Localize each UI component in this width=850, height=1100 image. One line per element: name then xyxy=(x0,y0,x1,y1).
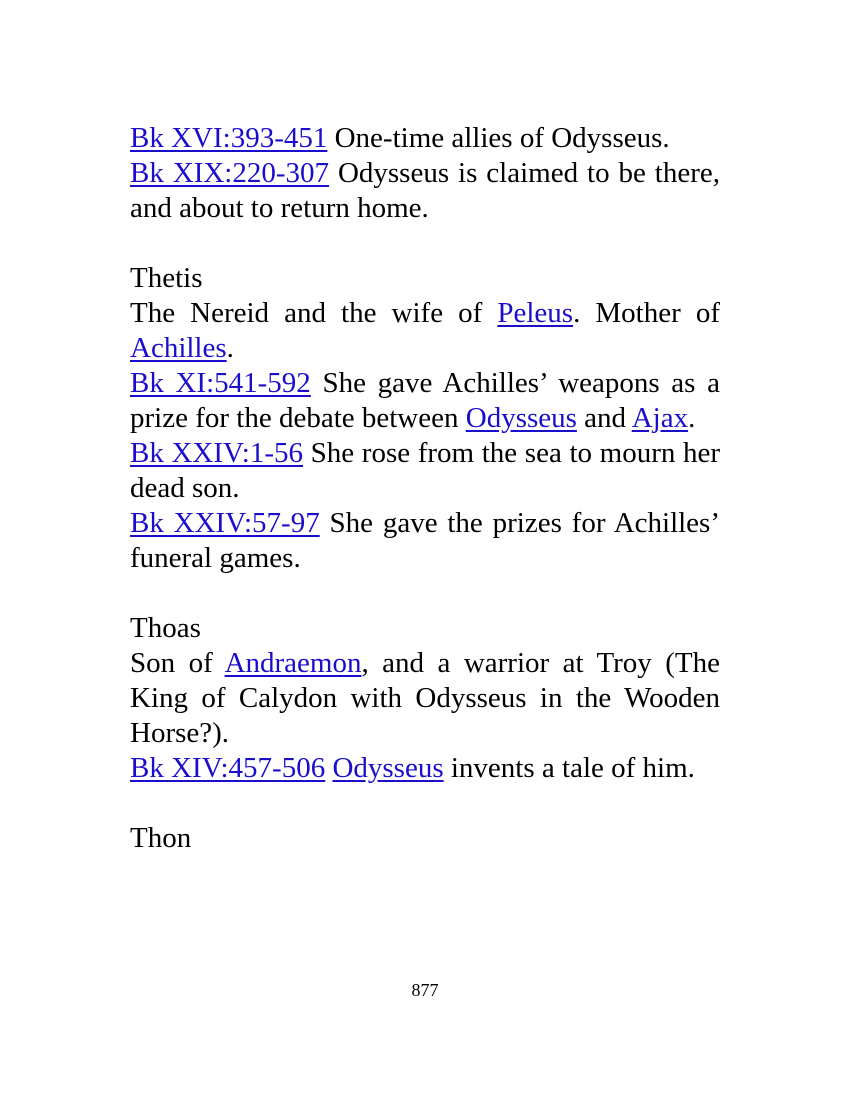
person-link-ajax[interactable]: Ajax xyxy=(631,402,689,434)
reference-text: She gave the prizes for Achilles’ funeral games. xyxy=(130,507,720,574)
reference-line: Bk XI:541-592 She gave Achilles’ weapons as a prize for the debate between Odysseus and Ajax. xyxy=(130,367,720,434)
reference-line xyxy=(130,751,720,786)
book-reference-link[interactable]: Bk XI:541-592 xyxy=(130,367,311,399)
reference-line xyxy=(130,156,720,226)
entry-heading-thetis: Thetis xyxy=(130,262,203,294)
reference-text: invents a tale of him. xyxy=(443,752,695,784)
entry-description: The Nereid and the wife of Peleus. Mother of Achilles. xyxy=(130,297,720,364)
person-link-odysseus[interactable]: Odysseus xyxy=(465,402,577,434)
book-reference-link[interactable]: Bk XXIV:1-56 xyxy=(130,437,304,469)
person-link-peleus[interactable]: Peleus xyxy=(497,297,574,329)
reference-text: One-time allies of Odysseus. xyxy=(327,122,670,154)
person-link-odysseus[interactable]: Odysseus xyxy=(332,752,444,784)
entry-heading-thoas: Thoas xyxy=(130,612,201,644)
spacer xyxy=(130,226,720,261)
reference-text: She rose from the sea to mourn her dead son. xyxy=(130,437,721,504)
spacer xyxy=(130,576,720,611)
book-reference-link[interactable]: Bk XIX:220-307 xyxy=(130,157,330,189)
entry-description: Son of Andraemon, and a warrior at Troy (The King of Calydon with Odysseus in the Wooden Horse?). xyxy=(130,647,720,749)
reference-line xyxy=(130,121,720,156)
reference-text: Odysseus is claimed to be there, and about to return home. xyxy=(130,157,720,224)
spacer xyxy=(130,786,720,821)
book-reference-link[interactable]: Bk XXIV:57-97 xyxy=(130,507,320,539)
person-link-achilles[interactable]: Achilles xyxy=(130,332,227,364)
index-content xyxy=(130,121,720,856)
page-number: 877 xyxy=(411,980,439,1000)
reference-line xyxy=(130,506,720,576)
book-reference-link[interactable]: Bk XVI:393-451 xyxy=(130,122,328,154)
book-reference-link[interactable]: Bk XIV:457-506 xyxy=(130,752,326,784)
reference-line xyxy=(130,436,720,506)
entry-heading-thon: Thon xyxy=(130,822,192,854)
person-link-andraemon[interactable]: Andraemon xyxy=(224,647,362,679)
